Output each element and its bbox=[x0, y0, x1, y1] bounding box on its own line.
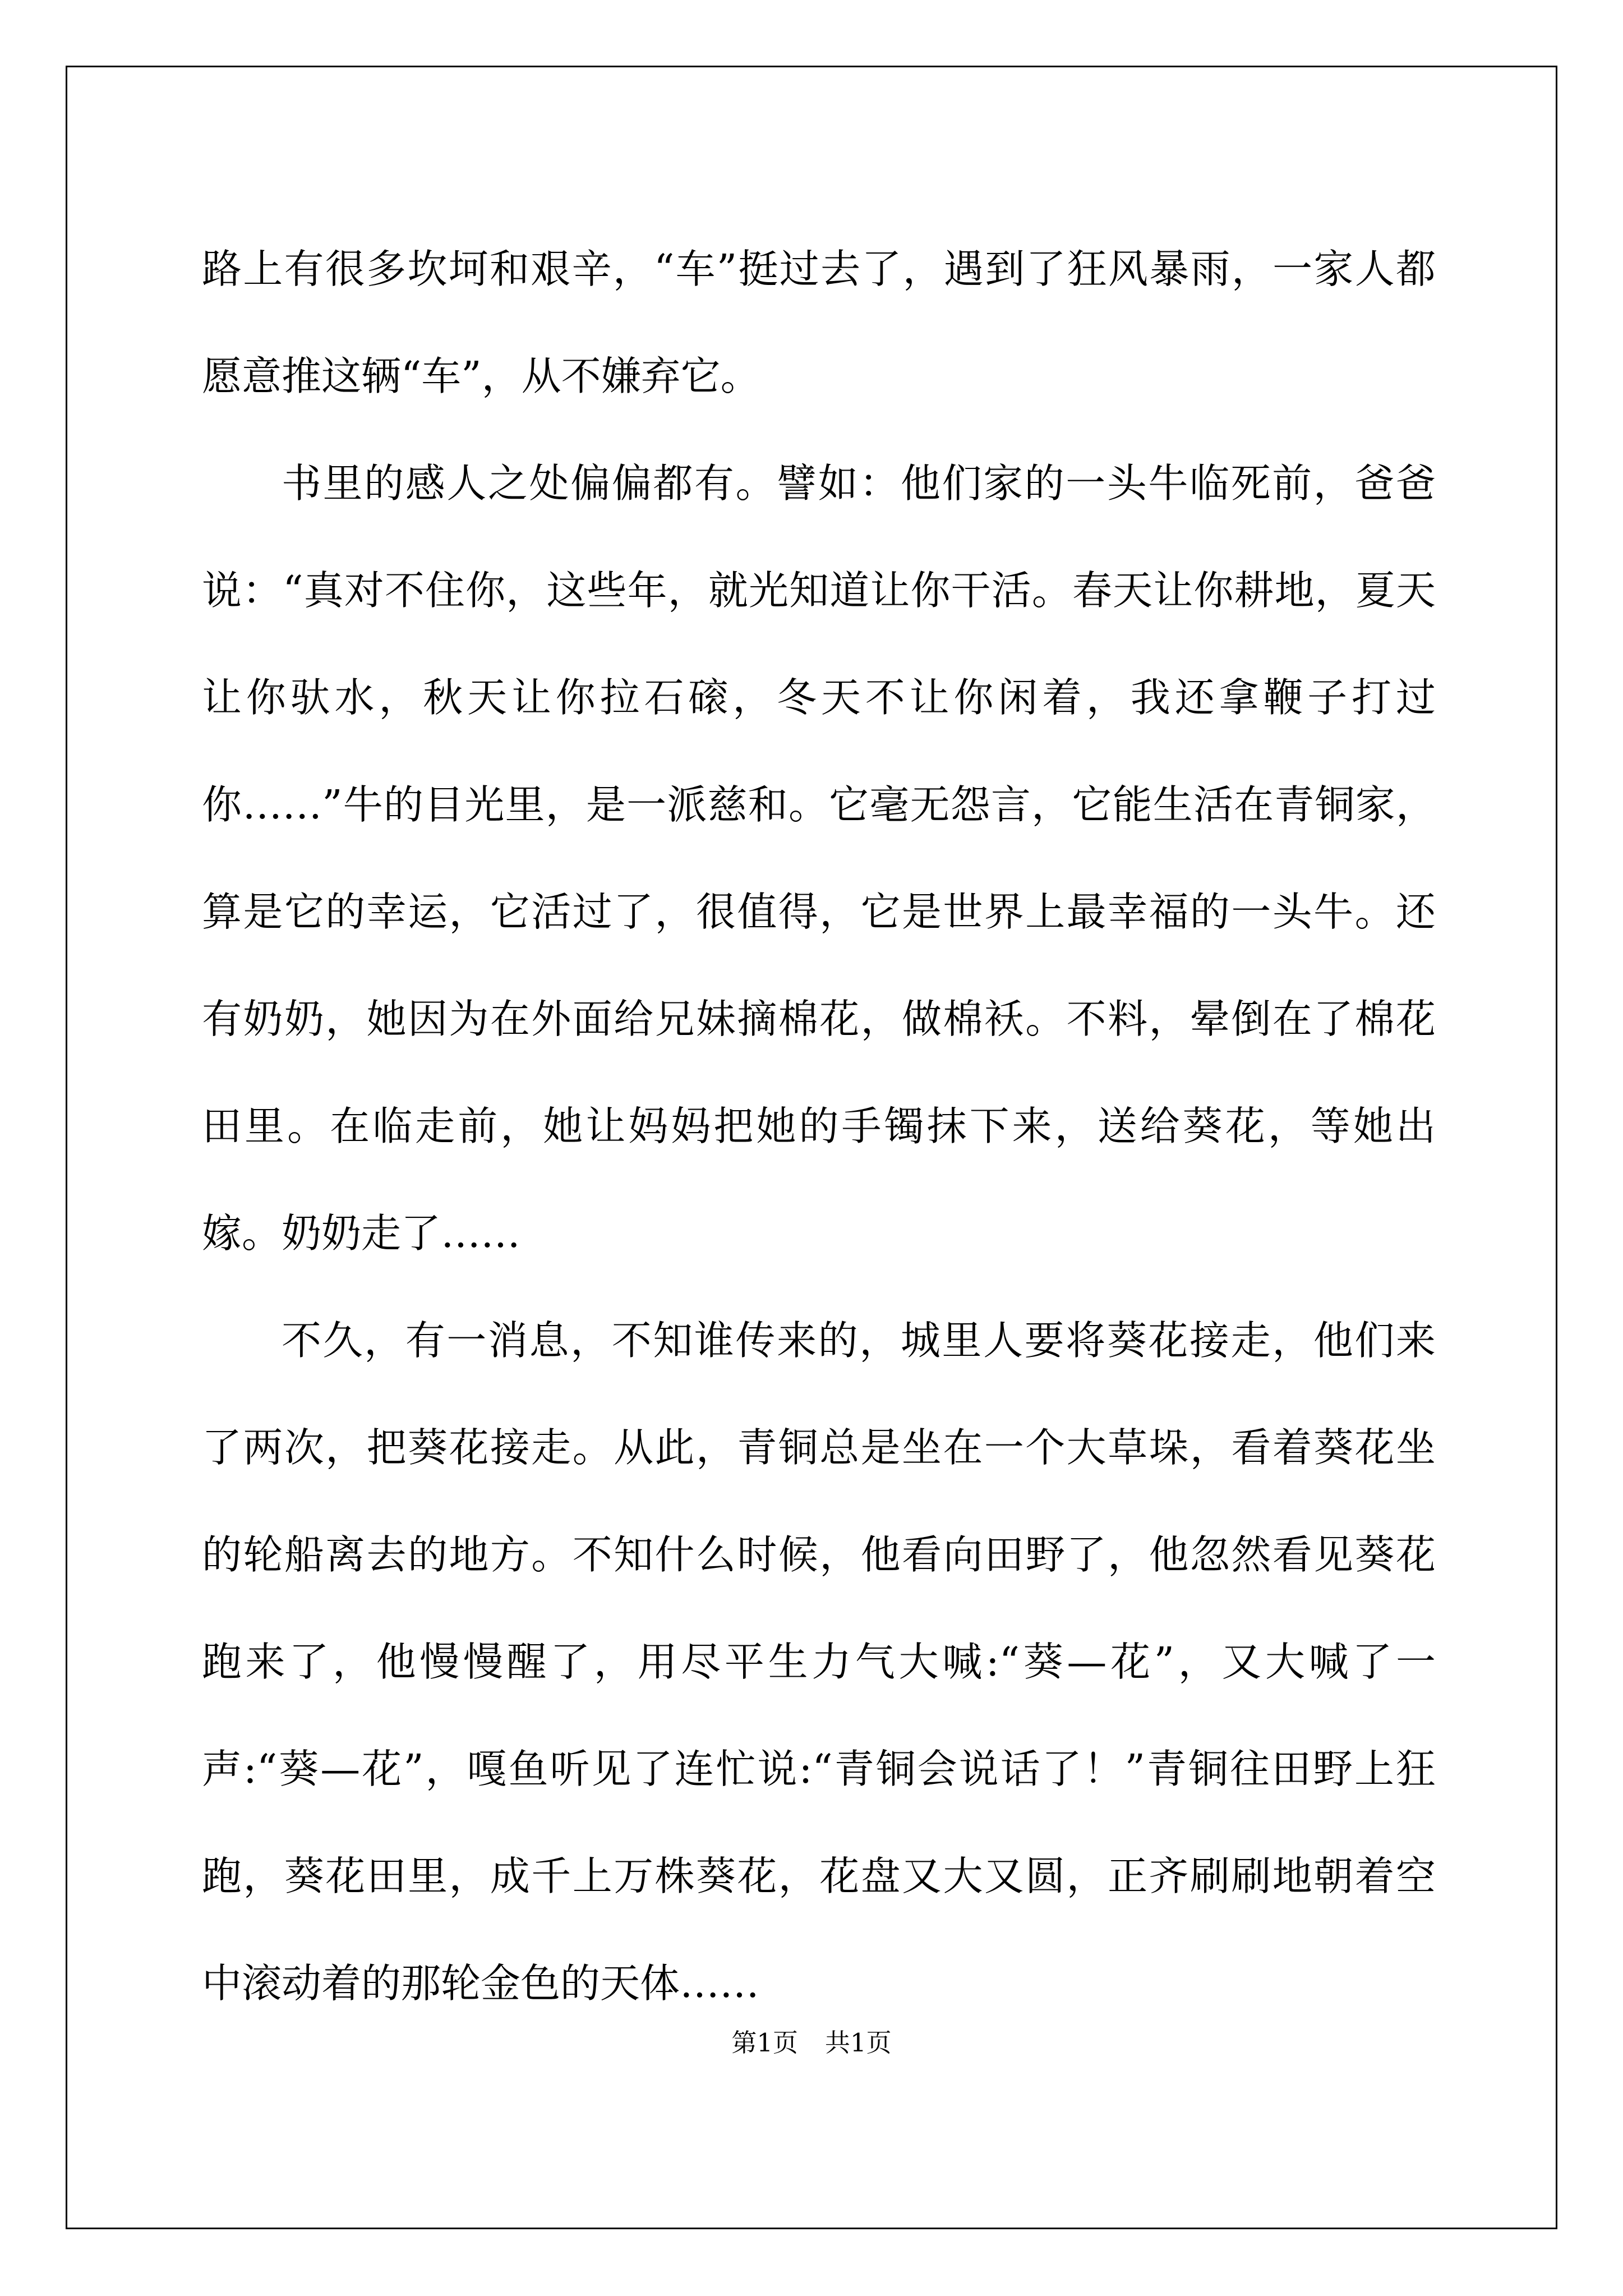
page-number-total: 共1页 bbox=[825, 2028, 892, 2058]
page-number-current: 第1页 bbox=[731, 2028, 798, 2058]
paragraph-2: 书里的感人之处偏偏都有。譬如：他们家的一头牛临死前，爸爸说：“真对不住你，这些年，就光知道让你干活。春天让你耕地，夏天让你驮水，秋天让你拉石磙，冬天不让你闲着，我还拿鞭子打过你……”牛的目光里，是一派慈和。它毫无怨言，它能生活在青铜家，算是它的幸运，它活过了，很值得，它是世界上最幸福的一头牛。还有奶奶，她因为在外面给兄妹摘棉花，做棉袄。不料，晕倒在了棉花田里。在临走前，她让妈妈把她的手镯抹下来，送给葵花，等她出嫁。奶奶走了…… bbox=[202, 460, 1436, 1257]
paragraph-3: 不久，有一消息，不知谁传来的，城里人要将葵花接走，他们来了两次，把葵花接走。从此，青铜总是坐在一个大草垛，看着葵花坐的轮船离去的地方。不知什么时候，他看向田野了，他忽然看见葵花跑来了，他慢慢醒了，用尽平生力气大喊:“葵—花”，又大喊了一声:“葵—花”，嘎鱼听见了连忙说:“青铜会说话了！”青铜往田野上狂跑，葵花田里，成千上万株葵花，花盘又大又圆，正齐刷刷地朝着空中滚动着的那轮金色的天体…… bbox=[202, 1317, 1436, 2007]
page-footer bbox=[0, 2026, 1623, 2060]
document-body bbox=[202, 215, 1436, 2037]
paragraph-1: 路上有很多坎坷和艰辛，“车”挺过去了，遇到了狂风暴雨，一家人都愿意推这辆“车”，从不嫌弃它。 bbox=[202, 246, 1436, 399]
